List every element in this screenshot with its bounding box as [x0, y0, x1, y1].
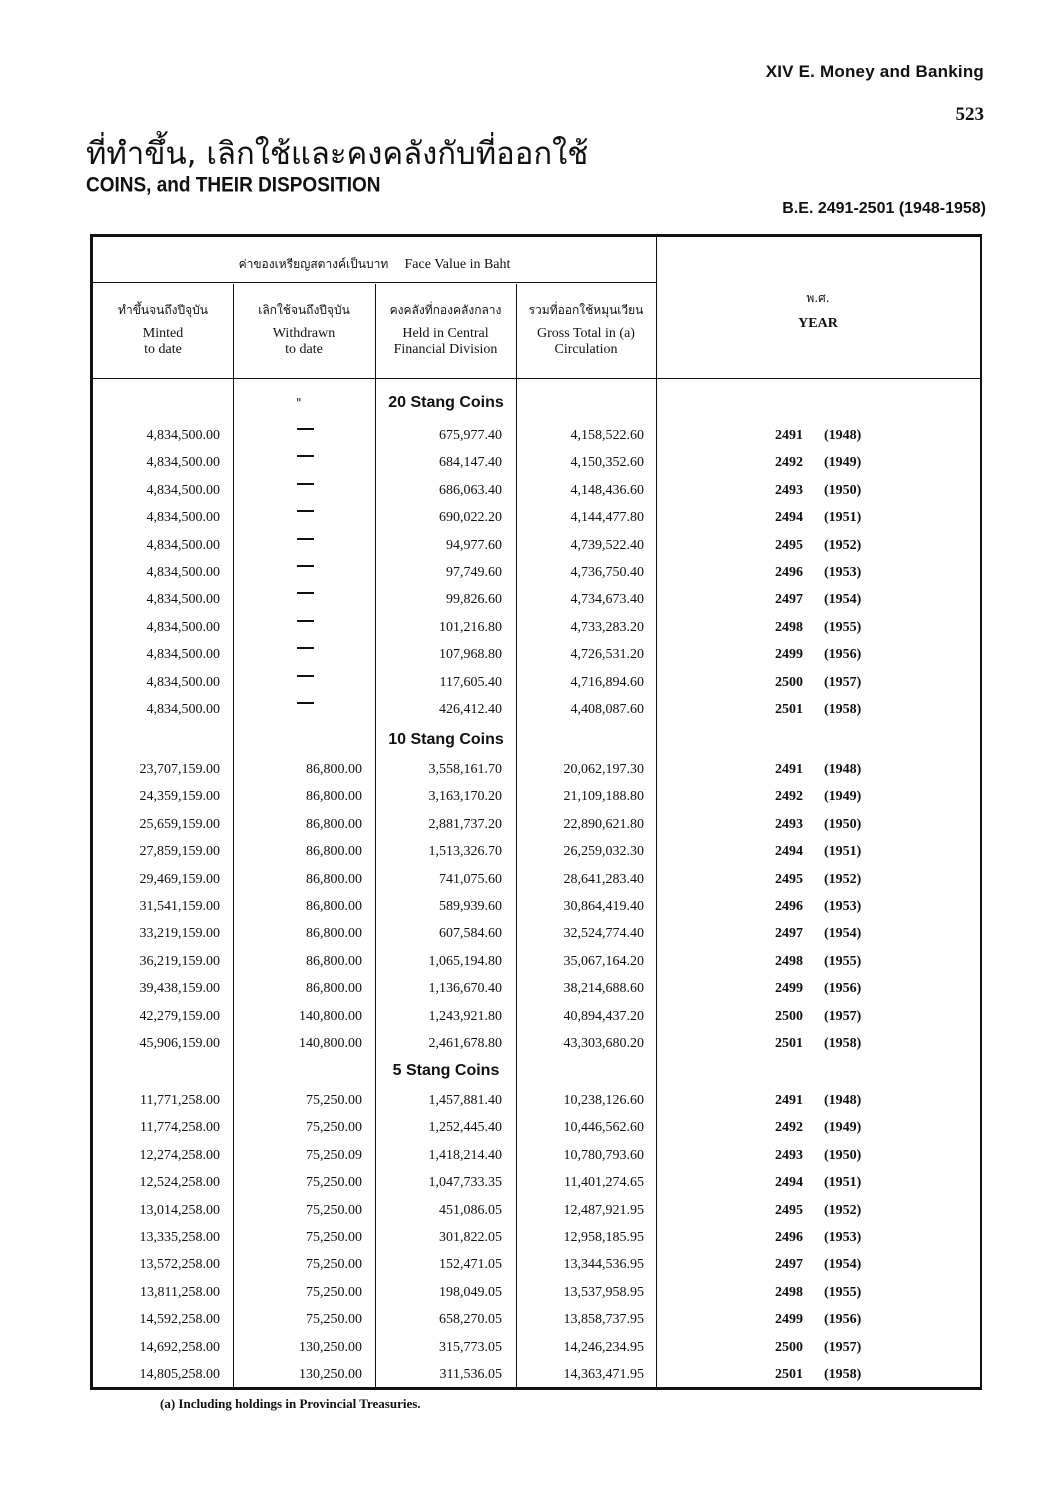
table-row: [0, 565, 1040, 589]
cell-held: 1,065,194.80: [428, 954, 502, 969]
cell-withdrawn: 86,800.00: [306, 817, 362, 832]
cell-year-ad: (1949): [824, 455, 862, 470]
column-header-thai: เลิกใช้จนถึงปีจุบัน: [258, 303, 350, 317]
cell-year-be: 2495: [775, 872, 803, 887]
page-number: 523: [955, 104, 984, 125]
cell-year-be: 2493: [775, 817, 803, 832]
cell-year-be: 2493: [775, 483, 803, 498]
cell-year-ad: (1952): [824, 872, 862, 887]
cell-held: 1,457,881.40: [428, 1093, 502, 1108]
cell-year-be: 2496: [775, 899, 803, 914]
cell-held: 117,605.40: [439, 675, 502, 690]
cell-minted: 31,541,159.00: [139, 899, 220, 914]
cell-year-be: 2501: [775, 1367, 803, 1382]
cell-year-be: 2499: [775, 981, 803, 996]
cell-withdrawn: [297, 675, 314, 676]
cell-minted: 4,834,500.00: [146, 620, 220, 635]
cell-year-be: 2498: [775, 954, 803, 969]
cell-minted: 4,834,500.00: [146, 647, 220, 662]
column-header-english: [516, 326, 656, 342]
cell-minted: 36,219,159.00: [139, 954, 220, 969]
cell-circulation: 30,864,419.40: [563, 899, 644, 914]
cell-withdrawn: [297, 538, 314, 539]
cell-minted: 4,834,500.00: [146, 702, 220, 717]
table-row: [0, 789, 1040, 813]
cell-circulation: 40,894,437.20: [563, 1009, 644, 1024]
table-row: [0, 1036, 1040, 1060]
cell-circulation: 13,537,958.95: [563, 1285, 644, 1300]
cell-year-ad: (1950): [824, 817, 862, 832]
cell-circulation: 4,733,283.20: [570, 620, 644, 635]
cell-withdrawn: 86,800.00: [306, 954, 362, 969]
cell-withdrawn: 86,800.00: [306, 981, 362, 996]
cell-circulation: 12,487,921.95: [563, 1203, 644, 1218]
section-heading: XIV E. Money and Banking: [765, 62, 984, 81]
group-header-english: Face Value in Baht: [404, 257, 511, 272]
cell-circulation: 38,214,688.60: [563, 981, 644, 996]
table-row: [0, 455, 1040, 479]
cell-held: 3,558,161.70: [428, 762, 502, 777]
cell-minted: 39,438,159.00: [139, 981, 220, 996]
cell-withdrawn: [297, 483, 314, 484]
cell-minted: 4,834,500.00: [146, 538, 220, 553]
cell-circulation: 4,148,436.60: [570, 483, 644, 498]
cell-year-be: 2500: [775, 1009, 803, 1024]
cell-held: 152,471.05: [439, 1257, 502, 1272]
column-header-circulation: [516, 302, 656, 358]
cell-circulation: 35,067,164.20: [563, 954, 644, 969]
section-title-10-stang: 10 Stang Coins: [388, 731, 504, 748]
cell-held: 311,536.05: [439, 1367, 502, 1382]
cell-year-ad: (1957): [824, 1009, 862, 1024]
cell-year-be: 2498: [775, 620, 803, 635]
cell-withdrawn: 86,800.00: [306, 872, 362, 887]
column-header-english: to date: [285, 342, 323, 357]
cell-circulation: 20,062,197.30: [563, 762, 644, 777]
column-header-english: to date: [144, 342, 182, 357]
cell-withdrawn: [297, 565, 314, 566]
cell-held: 1,047,733.35: [428, 1175, 502, 1190]
cell-minted: 14,592,258.00: [139, 1312, 220, 1327]
cell-circulation: 4,736,750.40: [570, 565, 644, 580]
cell-withdrawn: 75,250.00: [306, 1285, 362, 1300]
cell-minted: 45,906,159.00: [139, 1036, 220, 1051]
cell-circulation: 4,739,522.40: [570, 538, 644, 553]
column-header-thai: คงคลังที่กองคลังกลาง: [389, 303, 502, 317]
cell-held: 301,822.05: [439, 1230, 502, 1245]
year-header-thai: พ.ศ.: [806, 291, 830, 305]
cell-year-ad: (1949): [824, 1120, 862, 1135]
cell-held: 686,063.40: [439, 483, 502, 498]
cell-year-ad: (1950): [824, 483, 862, 498]
cell-circulation: 21,109,188.80: [563, 789, 644, 804]
cell-minted: 13,572,258.00: [139, 1257, 220, 1272]
cell-minted: 4,834,500.00: [146, 675, 220, 690]
table-row: [0, 620, 1040, 644]
cell-year-ad: (1949): [824, 789, 862, 804]
cell-minted: 23,707,159.00: [139, 762, 220, 777]
table-row: [0, 1340, 1040, 1364]
table-row: [0, 926, 1040, 950]
cell-withdrawn: 86,800.00: [306, 789, 362, 804]
header-rule: [93, 378, 980, 379]
column-header-year: [656, 290, 980, 332]
cell-withdrawn: [297, 647, 314, 648]
cell-year-ad: (1957): [824, 675, 862, 690]
table-row: [0, 762, 1040, 786]
cell-circulation: 13,858,737.95: [563, 1312, 644, 1327]
column-header-english: Withdrawn: [272, 326, 336, 341]
footnote: (a) Including holdings in Provincial Treasuries.: [160, 1396, 421, 1411]
cell-year-ad: (1954): [824, 926, 862, 941]
cell-circulation: 4,408,087.60: [570, 702, 644, 717]
cell-circulation: 4,144,477.80: [570, 510, 644, 525]
cell-withdrawn: [297, 592, 314, 593]
cell-circulation: 26,259,032.30: [563, 844, 644, 859]
cell-year-ad: (1958): [824, 1036, 862, 1051]
cell-minted: 4,834,500.00: [146, 483, 220, 498]
group-header-rule: [93, 282, 656, 283]
cell-year-be: 2497: [775, 1257, 803, 1272]
cell-minted: 24,359,159.00: [139, 789, 220, 804]
cell-held: 741,075.60: [439, 872, 502, 887]
cell-year-ad: (1951): [824, 844, 862, 859]
period-label: B.E. 2491-2501 (1948-1958): [782, 200, 986, 217]
cell-year-be: 2494: [775, 844, 803, 859]
cell-year-ad: (1951): [824, 1175, 862, 1190]
cell-year-be: 2492: [775, 789, 803, 804]
cell-held: 2,461,678.80: [428, 1036, 502, 1051]
cell-held: 684,147.40: [439, 455, 502, 470]
cell-held: 198,049.05: [439, 1285, 502, 1300]
table-row: [0, 954, 1040, 978]
cell-year-ad: (1956): [824, 647, 862, 662]
column-header-english: Financial Division: [393, 342, 498, 357]
table-row: [0, 981, 1040, 1005]
page-title: COINS, and THEIR DISPOSITION: [86, 174, 381, 198]
cell-held: 3,163,170.20: [428, 789, 502, 804]
cell-year-ad: (1958): [824, 702, 862, 717]
column-header-withdrawn: [233, 302, 375, 358]
cell-year-be: 2496: [775, 565, 803, 580]
column-header-english: Held in Central: [402, 326, 489, 341]
cell-year-be: 2492: [775, 1120, 803, 1135]
cell-withdrawn: [297, 702, 314, 703]
cell-held: 1,243,921.80: [428, 1009, 502, 1024]
cell-withdrawn: [297, 620, 314, 621]
cell-withdrawn: 75,250.00: [306, 1312, 362, 1327]
column-header-english: Minted: [142, 326, 184, 341]
group-header: [93, 256, 656, 273]
table-row: [0, 817, 1040, 841]
cell-year-be: 2493: [775, 1148, 803, 1163]
table-row: [0, 1285, 1040, 1309]
cell-circulation: 4,716,894.60: [570, 675, 644, 690]
cell-circulation: 4,150,352.60: [570, 455, 644, 470]
table-row: [0, 538, 1040, 562]
cell-held: 658,270.05: [439, 1312, 502, 1327]
cell-held: 1,513,326.70: [428, 844, 502, 859]
cell-minted: 25,659,159.00: [139, 817, 220, 832]
cell-circulation: 4,734,673.40: [570, 592, 644, 607]
cell-year-ad: (1948): [824, 428, 862, 443]
cell-minted: 4,834,500.00: [146, 428, 220, 443]
column-header-minted: [93, 302, 233, 358]
cell-held: 107,968.80: [439, 647, 502, 662]
cell-minted: 14,692,258.00: [139, 1340, 220, 1355]
cell-circulation: 10,446,562.60: [563, 1120, 644, 1135]
cell-circulation: 4,158,522.60: [570, 428, 644, 443]
cell-year-ad: (1955): [824, 1285, 862, 1300]
group-header-thai: ค่าของเหรียญสตางค์เป็นบาท: [238, 257, 389, 271]
cell-minted: 4,834,500.00: [146, 592, 220, 607]
table-row: [0, 1203, 1040, 1227]
cell-year-be: 2491: [775, 762, 803, 777]
cell-year-ad: (1952): [824, 1203, 862, 1218]
cell-held: 589,939.60: [439, 899, 502, 914]
cell-minted: 12,524,258.00: [139, 1175, 220, 1190]
cell-year-be: 2491: [775, 428, 803, 443]
cell-circulation: 12,958,185.95: [563, 1230, 644, 1245]
cell-year-ad: (1955): [824, 620, 862, 635]
table-row: [0, 1009, 1040, 1033]
cell-year-ad: (1954): [824, 592, 862, 607]
table-row: [0, 675, 1040, 699]
column-header-thai: ทำขึ้นจนถึงปีจุบัน: [118, 303, 208, 317]
table-row: [0, 1367, 1040, 1391]
cell-minted: 14,805,258.00: [139, 1367, 220, 1382]
cell-circulation: 22,890,621.80: [563, 817, 644, 832]
cell-withdrawn: 75,250.00: [306, 1257, 362, 1272]
cell-circulation: 13,344,536.95: [563, 1257, 644, 1272]
cell-withdrawn: [297, 428, 314, 429]
cell-held: 97,749.60: [446, 565, 502, 580]
ditto-mark: ": [296, 396, 302, 410]
cell-year-be: 2500: [775, 1340, 803, 1355]
cell-year-be: 2501: [775, 702, 803, 717]
cell-year-ad: (1952): [824, 538, 862, 553]
table-row: [0, 1230, 1040, 1254]
cell-held: 1,252,445.40: [428, 1120, 502, 1135]
cell-year-be: 2496: [775, 1230, 803, 1245]
cell-circulation: 10,780,793.60: [563, 1148, 644, 1163]
cell-circulation: 11,401,274.65: [564, 1175, 644, 1190]
cell-held: 426,412.40: [439, 702, 502, 717]
cell-year-be: 2495: [775, 1203, 803, 1218]
cell-circulation: 10,238,126.60: [563, 1093, 644, 1108]
cell-minted: 12,274,258.00: [139, 1148, 220, 1163]
cell-year-be: 2499: [775, 1312, 803, 1327]
table-row: [0, 899, 1040, 923]
table-row: [0, 510, 1040, 534]
cell-held: 607,584.60: [439, 926, 502, 941]
cell-year-be: 2494: [775, 510, 803, 525]
cell-circulation: 4,726,531.20: [570, 647, 644, 662]
column-header-english-text: Gross Total in: [537, 326, 616, 341]
column-header-thai: รวมที่ออกใช้หมุนเวียน: [528, 303, 644, 317]
cell-circulation: 43,303,680.20: [563, 1036, 644, 1051]
cell-held: 315,773.05: [439, 1340, 502, 1355]
page-title-thai: ที่ทำขึ้น, เลิกใช้และคงคลังกับที่ออกใช้: [86, 136, 589, 172]
cell-withdrawn: 140,800.00: [299, 1009, 362, 1024]
cell-year-ad: (1954): [824, 1257, 862, 1272]
cell-minted: 11,771,258.00: [140, 1093, 220, 1108]
cell-withdrawn: 75,250.00: [306, 1120, 362, 1135]
cell-year-ad: (1950): [824, 1148, 862, 1163]
cell-withdrawn: [297, 510, 314, 511]
cell-circulation: 28,641,283.40: [563, 872, 644, 887]
cell-minted: 13,811,258.00: [140, 1285, 220, 1300]
cell-circulation: 14,246,234.95: [563, 1340, 644, 1355]
cell-minted: 4,834,500.00: [146, 510, 220, 525]
cell-withdrawn: 75,250.00: [306, 1093, 362, 1108]
cell-withdrawn: 75,250.09: [306, 1148, 362, 1163]
table-row: [0, 1093, 1040, 1117]
cell-year-be: 2501: [775, 1036, 803, 1051]
cell-held: 675,977.40: [439, 428, 502, 443]
cell-withdrawn: 130,250.00: [299, 1367, 362, 1382]
cell-withdrawn: 86,800.00: [306, 844, 362, 859]
cell-held: 1,418,214.40: [428, 1148, 502, 1163]
cell-minted: 13,335,258.00: [139, 1230, 220, 1245]
cell-held: 451,086.05: [439, 1203, 502, 1218]
cell-year-be: 2500: [775, 675, 803, 690]
table-row: [0, 872, 1040, 896]
cell-year-ad: (1958): [824, 1367, 862, 1382]
cell-held: 2,881,737.20: [428, 817, 502, 832]
table-row: [0, 483, 1040, 507]
cell-year-be: 2498: [775, 1285, 803, 1300]
cell-minted: 33,219,159.00: [139, 926, 220, 941]
cell-withdrawn: 130,250.00: [299, 1340, 362, 1355]
cell-year-ad: (1956): [824, 981, 862, 996]
cell-held: 94,977.60: [446, 538, 502, 553]
table-row: [0, 647, 1040, 671]
cell-year-ad: (1948): [824, 1093, 862, 1108]
table-row: [0, 1120, 1040, 1144]
cell-withdrawn: [297, 455, 314, 456]
cell-minted: 11,774,258.00: [140, 1120, 220, 1135]
table-row: [0, 702, 1040, 726]
cell-withdrawn: 75,250.00: [306, 1203, 362, 1218]
cell-year-ad: (1953): [824, 899, 862, 914]
cell-withdrawn: 75,250.00: [306, 1175, 362, 1190]
cell-minted: 13,014,258.00: [139, 1203, 220, 1218]
cell-minted: 4,834,500.00: [146, 455, 220, 470]
cell-withdrawn: 86,800.00: [306, 899, 362, 914]
cell-year-be: 2497: [775, 592, 803, 607]
cell-minted: 42,279,159.00: [139, 1009, 220, 1024]
cell-held: 1,136,670.40: [428, 981, 502, 996]
cell-year-be: 2492: [775, 455, 803, 470]
cell-year-ad: (1953): [824, 565, 862, 580]
cell-held: 99,826.60: [446, 592, 502, 607]
table-row: [0, 1312, 1040, 1336]
cell-year-be: 2495: [775, 538, 803, 553]
cell-year-be: 2491: [775, 1093, 803, 1108]
cell-year-be: 2497: [775, 926, 803, 941]
cell-year-ad: (1953): [824, 1230, 862, 1245]
table-row: [0, 1257, 1040, 1281]
table-row: [0, 428, 1040, 452]
cell-year-ad: (1955): [824, 954, 862, 969]
cell-withdrawn: 86,800.00: [306, 926, 362, 941]
column-header-held: [375, 302, 516, 358]
table-row: [0, 1148, 1040, 1172]
cell-held: 690,022.20: [439, 510, 502, 525]
cell-withdrawn: 86,800.00: [306, 762, 362, 777]
cell-minted: 27,859,159.00: [139, 844, 220, 859]
cell-withdrawn: 75,250.00: [306, 1230, 362, 1245]
table-row: [0, 592, 1040, 616]
cell-year-ad: (1957): [824, 1340, 862, 1355]
cell-withdrawn: 140,800.00: [299, 1036, 362, 1051]
section-title-20-stang: 20 Stang Coins: [388, 394, 504, 411]
cell-held: 101,216.80: [439, 620, 502, 635]
column-header-english: Circulation: [554, 342, 618, 357]
cell-minted: 4,834,500.00: [146, 565, 220, 580]
cell-circulation: 32,524,774.40: [563, 926, 644, 941]
cell-year-ad: (1951): [824, 510, 862, 525]
cell-year-be: 2494: [775, 1175, 803, 1190]
cell-year-be: 2499: [775, 647, 803, 662]
cell-minted: 29,469,159.00: [139, 872, 220, 887]
year-header-english: YEAR: [798, 316, 838, 331]
table-row: [0, 1175, 1040, 1199]
section-title-5-stang: 5 Stang Coins: [392, 1062, 500, 1079]
footnote-marker: (a): [619, 326, 635, 341]
table-row: [0, 844, 1040, 868]
cell-circulation: 14,363,471.95: [563, 1367, 644, 1382]
cell-year-ad: (1948): [824, 762, 862, 777]
cell-year-ad: (1956): [824, 1312, 862, 1327]
